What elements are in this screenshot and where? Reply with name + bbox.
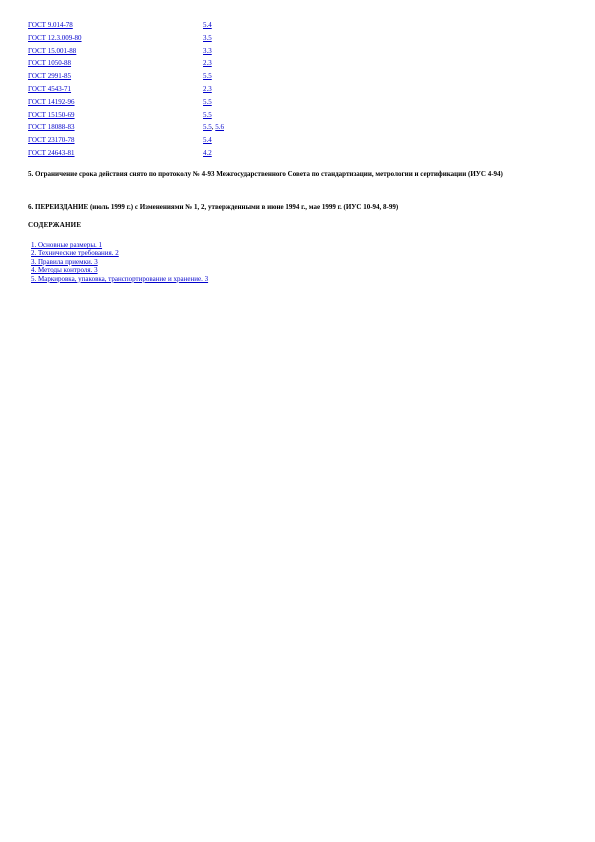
table-row [28, 121, 263, 134]
reference-point-link[interactable]: 3.5 [203, 33, 212, 42]
reference-points-cell [203, 134, 263, 147]
reference-doc-link[interactable]: ГОСТ 12.3.009-80 [28, 33, 82, 42]
reference-point-link[interactable]: 2.3 [203, 59, 212, 68]
table-row [28, 45, 263, 58]
toc-link-1[interactable]: 1. Основные размеры. 1 [31, 241, 103, 249]
paragraph-5: 5. Ограничение срока действия снято по протоколу № 4-93 Межгосударственного Совета по стандартизации, метрологии и сертификации (ИУС 4-94) [28, 170, 503, 178]
reference-doc-link[interactable]: ГОСТ 15150-69 [28, 110, 75, 119]
reference-points-cell [203, 121, 263, 134]
toc-link-2[interactable]: 2. Технические требования. 2 [31, 249, 119, 258]
reference-doc-cell [28, 121, 203, 134]
reference-points-cell [203, 147, 263, 160]
toc-item [31, 258, 208, 266]
reference-point-link[interactable]: 5.5 [203, 110, 212, 119]
reference-doc-link[interactable]: ГОСТ 1050-88 [28, 59, 72, 68]
reference-points-cell [203, 19, 263, 32]
table-row [28, 57, 263, 70]
reference-point-link[interactable]: 5.4 [203, 21, 212, 29]
table-row [28, 147, 263, 160]
reference-points-cell [203, 32, 263, 45]
table-row [28, 70, 263, 83]
reference-point-link[interactable]: 3.3 [203, 46, 212, 55]
reference-doc-link[interactable]: ГОСТ 18088-83 [28, 123, 75, 132]
table-row [28, 19, 263, 32]
reference-doc-link[interactable]: ГОСТ 15.001-88 [28, 46, 77, 55]
reference-doc-link[interactable]: ГОСТ 14192-96 [28, 97, 75, 106]
toc-title: СОДЕРЖАНИЕ [28, 221, 82, 229]
reference-doc-cell [28, 96, 203, 109]
toc-item [31, 249, 208, 257]
reference-point-link[interactable]: 5.5 [203, 123, 212, 132]
table-row [28, 83, 263, 96]
table-row [28, 109, 263, 122]
table-of-contents [31, 241, 208, 283]
reference-doc-cell [28, 32, 203, 45]
reference-doc-cell [28, 83, 203, 96]
toc-link-4[interactable]: 4. Методы контроля. 3 [31, 266, 98, 275]
reference-point-link[interactable]: 5.6 [215, 123, 224, 132]
toc-link-5[interactable]: 5. Маркировка, упаковка, транспортирование и хранение. 3 [31, 274, 209, 283]
reference-points-cell [203, 70, 263, 83]
reference-doc-cell [28, 57, 203, 70]
table-row [28, 32, 263, 45]
reference-point-link[interactable]: 4.2 [203, 148, 212, 157]
reference-points-cell [203, 45, 263, 58]
reference-table [28, 19, 263, 160]
reference-points-cell [203, 96, 263, 109]
reference-doc-link[interactable]: ГОСТ 9.014-78 [28, 21, 73, 29]
reference-doc-link[interactable]: ГОСТ 2991-85 [28, 72, 72, 81]
reference-point-link[interactable]: 2.3 [203, 84, 212, 93]
reference-doc-link[interactable]: ГОСТ 23170-78 [28, 136, 75, 145]
reference-point-link[interactable]: 5.5 [203, 97, 212, 106]
points-separator: , [211, 123, 216, 132]
reference-doc-cell [28, 70, 203, 83]
reference-doc-cell [28, 19, 203, 32]
reference-point-link[interactable]: 5.4 [203, 136, 212, 145]
toc-link-3[interactable]: 3. Правила приемки. 3 [31, 257, 98, 266]
toc-item [31, 275, 208, 283]
toc-item [31, 241, 208, 249]
reference-doc-cell [28, 109, 203, 122]
toc-item [31, 266, 208, 274]
reference-points-cell [203, 109, 263, 122]
table-row [28, 96, 263, 109]
reference-doc-link[interactable]: ГОСТ 4543-71 [28, 84, 72, 93]
reference-points-cell [203, 57, 263, 70]
reference-points-cell [203, 83, 263, 96]
table-row [28, 134, 263, 147]
reference-doc-cell [28, 147, 203, 160]
reference-doc-link[interactable]: ГОСТ 24643-81 [28, 148, 75, 157]
reference-doc-cell [28, 134, 203, 147]
reference-doc-cell [28, 45, 203, 58]
reference-point-link[interactable]: 5.5 [203, 72, 212, 81]
paragraph-6: 6. ПЕРЕИЗДАНИЕ (июль 1999 г.) с Изменениями № 1, 2, утвержденными в июне 1994 г., мае 1999 г. (ИУС 10-94, 8-99) [28, 203, 399, 211]
